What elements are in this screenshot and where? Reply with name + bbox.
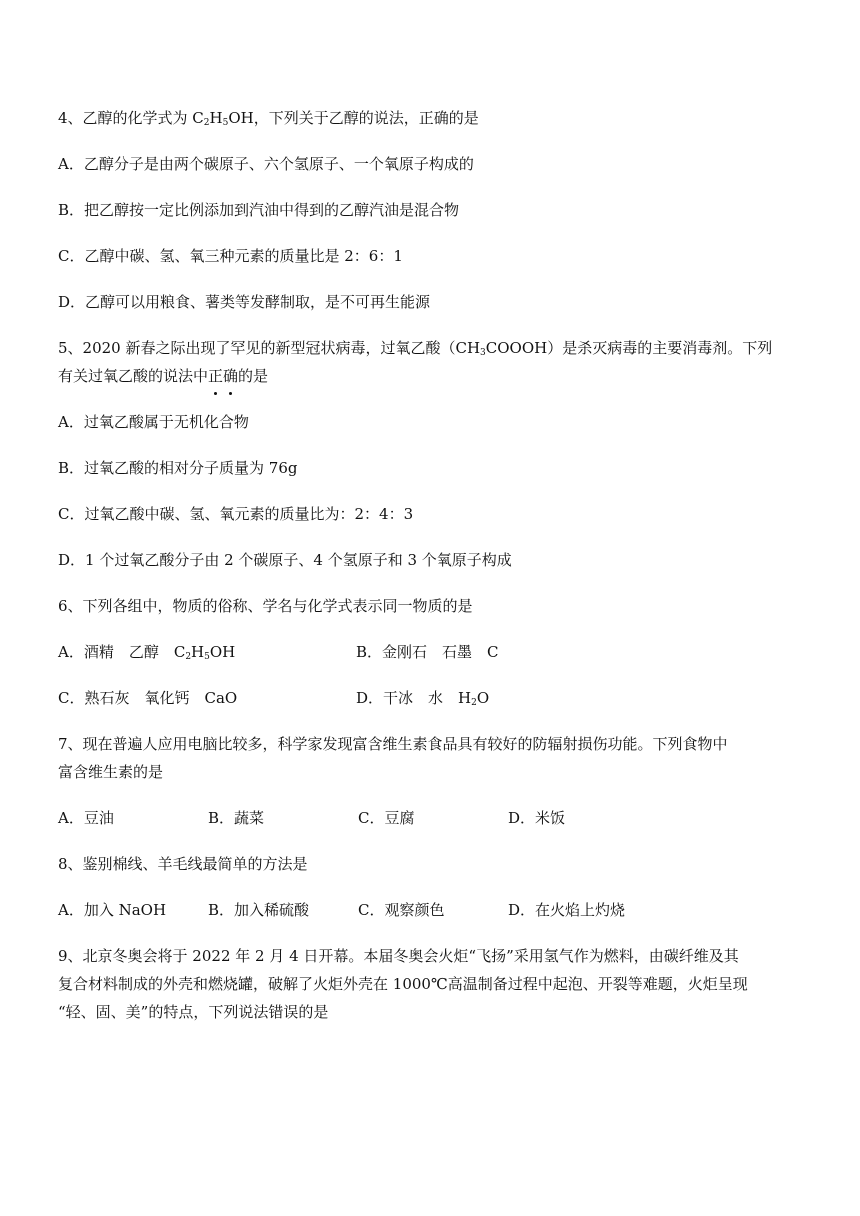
q9-stem-line1: 9、北京冬奥会将于 2022 年 2 月 4 日开幕。本届冬奥会火炬“飞扬”采用氢气作为燃料，由碳纤维及其: [58, 947, 739, 965]
q6-option-a[interactable]: A．酒精 乙醇 $C_2H_5OH$: [58, 643, 236, 662]
q6-option-b[interactable]: B．金刚石 石墨 C: [356, 643, 499, 661]
q8-option-d[interactable]: D．在火焰上灼烧: [508, 901, 626, 919]
q4-option-b[interactable]: B．把乙醇按一定比例添加到汽油中得到的乙醇汽油是混合物: [58, 201, 460, 219]
question-page: [58, 104, 808, 1026]
q7-option-d[interactable]: D．米饭: [508, 809, 566, 827]
q7-options-row: [58, 804, 808, 832]
q7-option-b[interactable]: B．蔬菜: [208, 809, 265, 827]
q6-option-d[interactable]: D．干冰 水 $H_2O$: [356, 689, 490, 708]
q4-option-d[interactable]: D．乙醇可以用粮食、薯类等发酵制取，是不可再生能源: [58, 293, 431, 311]
q5-option-a[interactable]: A．过氧乙酸属于无机化合物: [58, 413, 249, 431]
q5-option-d[interactable]: D．1 个过氧乙酸分子由 2 个碳原子、4 个氢原子和 3 个氧原子构成: [58, 551, 512, 569]
q6-options-row1: [58, 638, 808, 666]
q7-stem-line1: 7、现在普遍人应用电脑比较多，科学家发现富含维生素食品具有较好的防辐射损伤功能。下列食物中: [58, 735, 728, 753]
q5-option-b[interactable]: B．过氧乙酸的相对分子质量为 76g: [58, 459, 298, 477]
q8-stem: 8、鉴别棉线、羊毛线最简单的方法是: [58, 855, 308, 873]
q7-option-c[interactable]: C．豆腐: [358, 809, 415, 827]
q4-option-a[interactable]: A．乙醇分子是由两个碳原子、六个氢原子、一个氧原子构成的: [58, 155, 474, 173]
q4-option-c[interactable]: C．乙醇中碳、氢、氧三种元素的质量比是 2：6：1: [58, 247, 403, 265]
emphasis-mark: 确: [223, 362, 238, 390]
q8-options-row: [58, 896, 808, 924]
q9-stem-line2: 复合材料制成的外壳和燃烧罐，破解了火炬外壳在 1000℃高温制备过程中起泡、开裂等难题，火炬呈现: [58, 975, 748, 993]
q7-stem-line2: 富含维生素的是: [58, 763, 164, 781]
q9-stem-line3: “轻、固、美”的特点，下列说法错误的是: [58, 1003, 329, 1021]
q8-option-c[interactable]: C．观察颜色: [358, 901, 445, 919]
q5-stem-line2: 有关过氧乙酸的说法中正确的是: [58, 362, 808, 390]
q6-option-c[interactable]: C．熟石灰 氧化钙 CaO: [58, 689, 238, 707]
q5-option-c[interactable]: C．过氧乙酸中碳、氢、氧元素的质量比为：2：4：3: [58, 505, 414, 523]
q5-stem-line1: 5、2020 新春之际出现了罕见的新型冠状病毒，过氧乙酸$(CH_3COOOH)$是杀灭病毒的主要消毒剂。下列: [58, 339, 773, 358]
emphasis-mark: 正: [208, 362, 223, 390]
q8-option-a[interactable]: A．加入 NaOH: [58, 901, 167, 919]
q6-options-row2: [58, 684, 808, 712]
q8-option-b[interactable]: B．加入稀硫酸: [208, 901, 310, 919]
q6-stem: 6、下列各组中，物质的俗称、学名与化学式表示同一物质的是: [58, 597, 473, 615]
q4-stem: 4、乙醇的化学式为 $C_2H_5OH$，下列关于乙醇的说法，正确的是: [58, 109, 479, 128]
q7-option-a[interactable]: A．豆油: [58, 809, 114, 827]
